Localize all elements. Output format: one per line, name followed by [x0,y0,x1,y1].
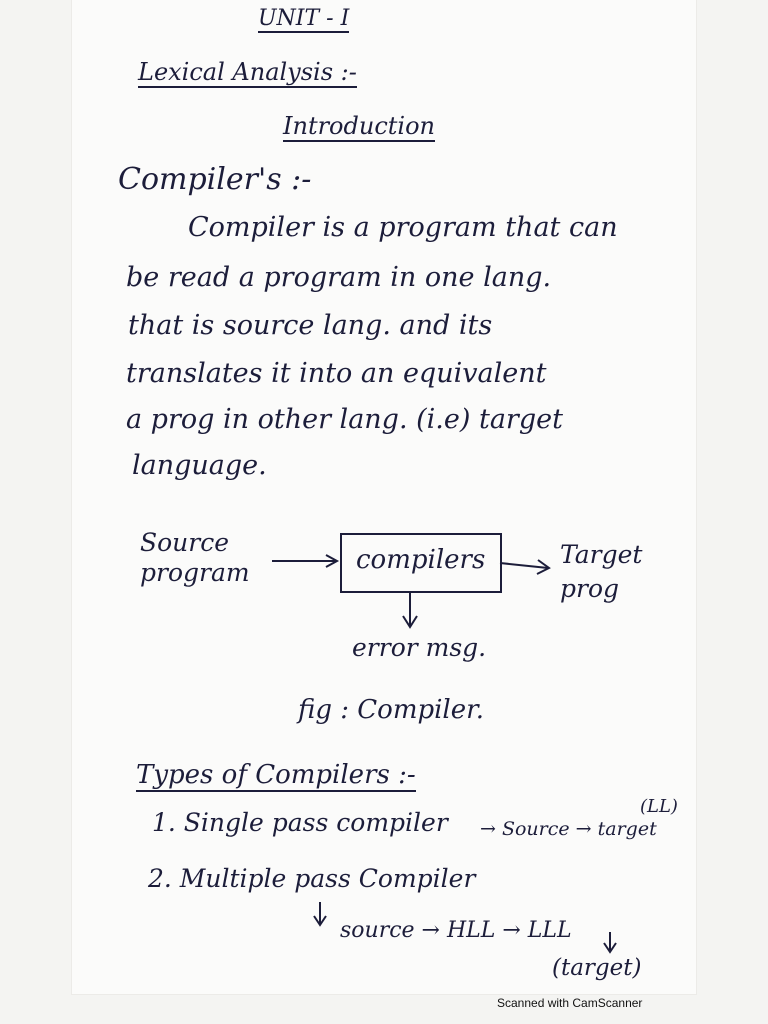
paragraph-line: a prog in other lang. (i.e) target [126,404,563,435]
unit-heading: UNIT - I [258,6,350,31]
paragraph-line: Compiler is a program that can [188,212,618,243]
paragraph-line: language. [132,450,267,481]
type-item-2-flow: source → HLL → LLL [340,918,572,943]
topic-heading: Lexical Analysis :- [138,58,357,86]
notebook-page [72,0,696,994]
type-item-1: 1. Single pass compiler [152,808,448,837]
paragraph-line: be read a program in one lang. [126,262,552,293]
types-title: Types of Compilers :- [136,760,416,790]
scanner-watermark: Scanned with CamScanner [497,996,643,1010]
error-msg-label: error msg. [352,633,487,662]
type-item-2-note: (target) [552,955,642,981]
target-prog-label: Target prog [560,540,643,603]
type-item-2: 2. Multiple pass Compiler [148,864,476,893]
source-program-label: Source program [140,528,250,587]
compiler-box-label: compilers [356,545,486,575]
figure-caption: fig : Compiler. [298,695,484,725]
paragraph-line: that is source lang. and its [128,310,493,341]
intro-heading: Introduction [283,112,435,140]
type-item-1-note: (LL) [640,796,678,817]
type-item-1-flow: → Source → target [480,818,657,840]
paragraph-line: translates it into an equivalent [126,358,547,389]
section-title: Compiler's :- [118,162,312,197]
